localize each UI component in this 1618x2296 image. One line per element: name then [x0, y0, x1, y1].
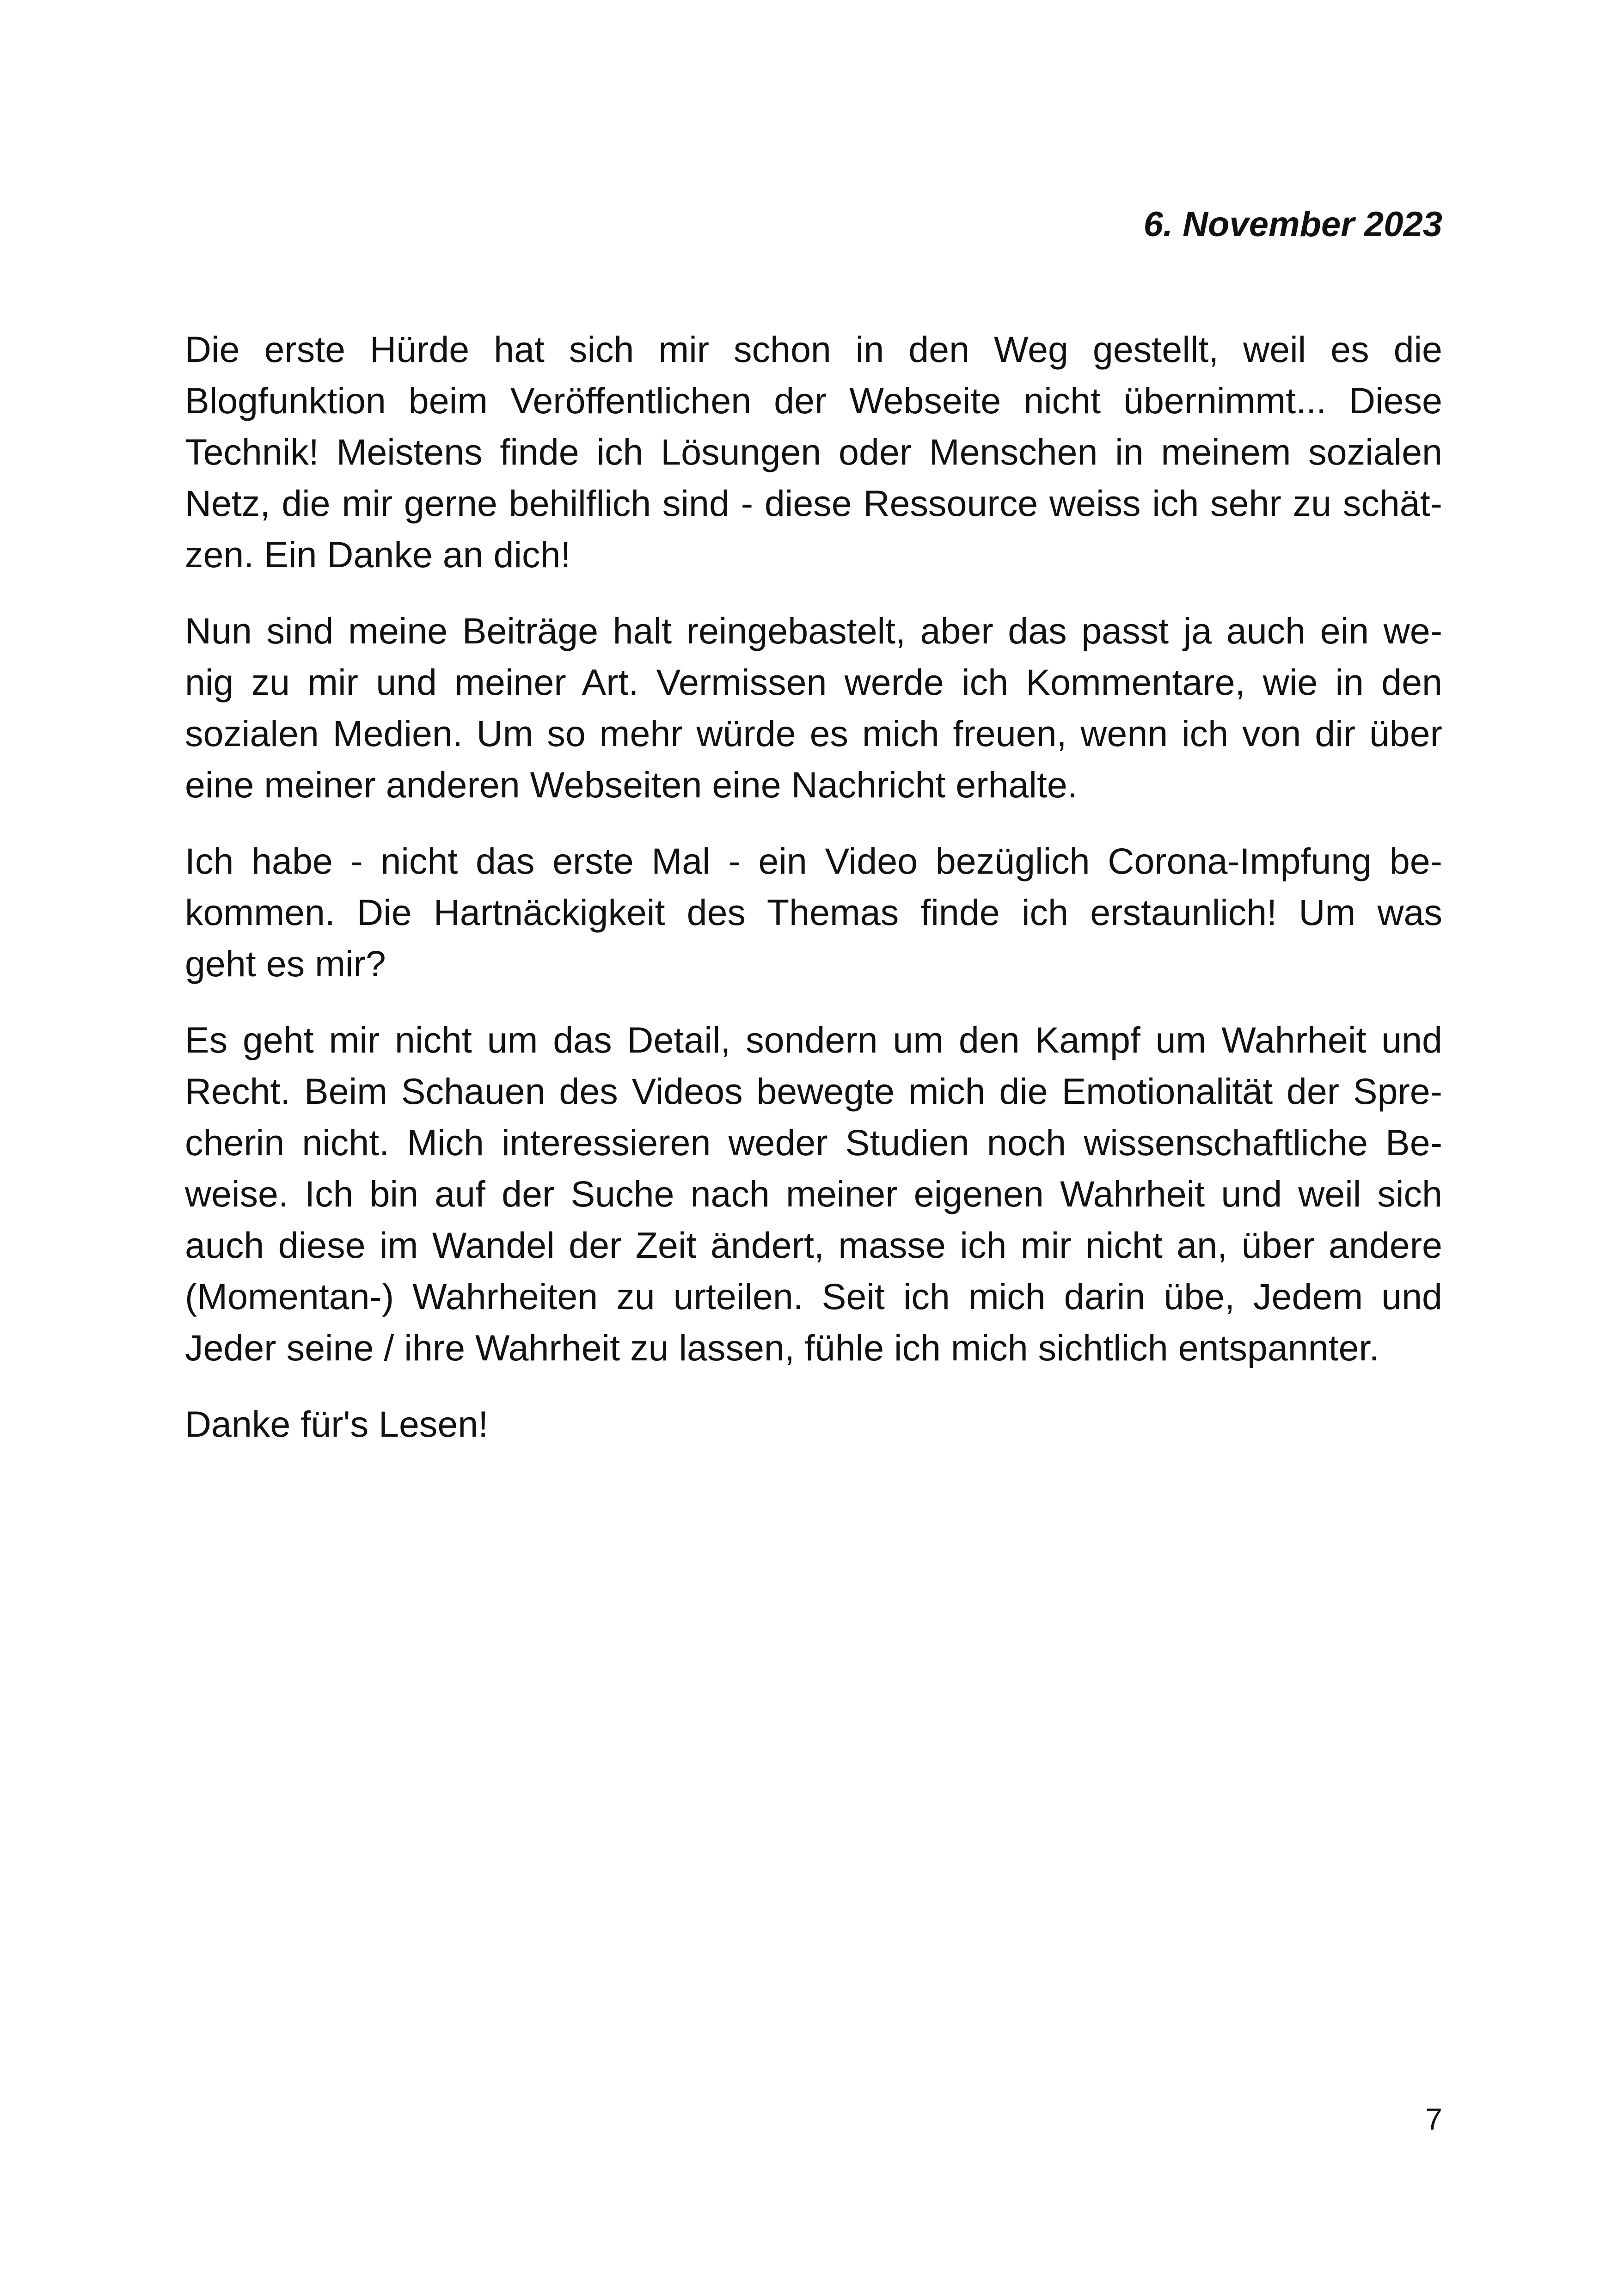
text-line: Danke für's Lesen!	[185, 1403, 489, 1445]
text-line: Blogfunktion beim Veröffentlichen der Webseite nicht übernimmt... Diese	[185, 380, 1442, 421]
text-line: Jeder seine / ihre Wahrheit zu lassen, fühle ich mich sichtlich entspannter.	[185, 1327, 1379, 1368]
text-line: Nun sind meine Beiträge halt reingebastelt, aber das passt ja auch ein we-	[185, 610, 1442, 651]
text-line: auch diese im Wandel der Zeit ändert, masse ich mir nicht an, über andere	[185, 1225, 1442, 1266]
paragraph-1	[185, 324, 1442, 580]
text-line: eine meiner anderen Webseiten eine Nachricht erhalte.	[185, 764, 1078, 805]
paragraph-4	[185, 1014, 1442, 1373]
paragraph-2	[185, 605, 1442, 810]
text-line: Recht. Beim Schauen des Videos bewegte mich die Emotionalität der Spre-	[185, 1071, 1442, 1112]
text-line: kommen. Die Hartnäckigkeit des Themas finde ich erstaunlich! Um was	[185, 892, 1442, 933]
text-line: geht es mir?	[185, 943, 386, 984]
text-line: (Momentan-) Wahrheiten zu urteilen. Seit ich mich darin übe, Jedem und	[185, 1276, 1442, 1317]
text-line: cherin nicht. Mich interessieren weder Studien noch wissenschaftliche Be-	[185, 1122, 1442, 1163]
text-line: Die erste Hürde hat sich mir schon in den Weg gestellt, weil es die	[185, 329, 1442, 370]
page-number: 7	[1425, 2102, 1442, 2136]
entry-date: 6. November 2023	[1143, 205, 1442, 244]
paragraph-3	[185, 835, 1442, 989]
text-line: Es geht mir nicht um das Detail, sondern um den Kampf um Wahrheit und	[185, 1019, 1442, 1060]
text-line: Netz, die mir gerne behilflich sind - diese Ressource weiss ich sehr zu schät-	[185, 483, 1442, 524]
text-line: nig zu mir und meiner Art. Vermissen werde ich Kommentare, wie in den	[185, 661, 1442, 703]
paragraph-5	[185, 1398, 1442, 1450]
text-line: zen. Ein Danke an dich!	[185, 534, 571, 575]
text-line: Technik! Meistens finde ich Lösungen oder Menschen in meinem sozialen	[185, 431, 1442, 472]
text-line: sozialen Medien. Um so mehr würde es mich freuen, wenn ich von dir über	[185, 713, 1442, 754]
body-text	[185, 324, 1442, 1475]
text-line: Ich habe - nicht das erste Mal - ein Video bezüglich Corona-Impfung be-	[185, 840, 1442, 882]
text-line: weise. Ich bin auf der Suche nach meiner eigenen Wahrheit und weil sich	[185, 1173, 1442, 1214]
